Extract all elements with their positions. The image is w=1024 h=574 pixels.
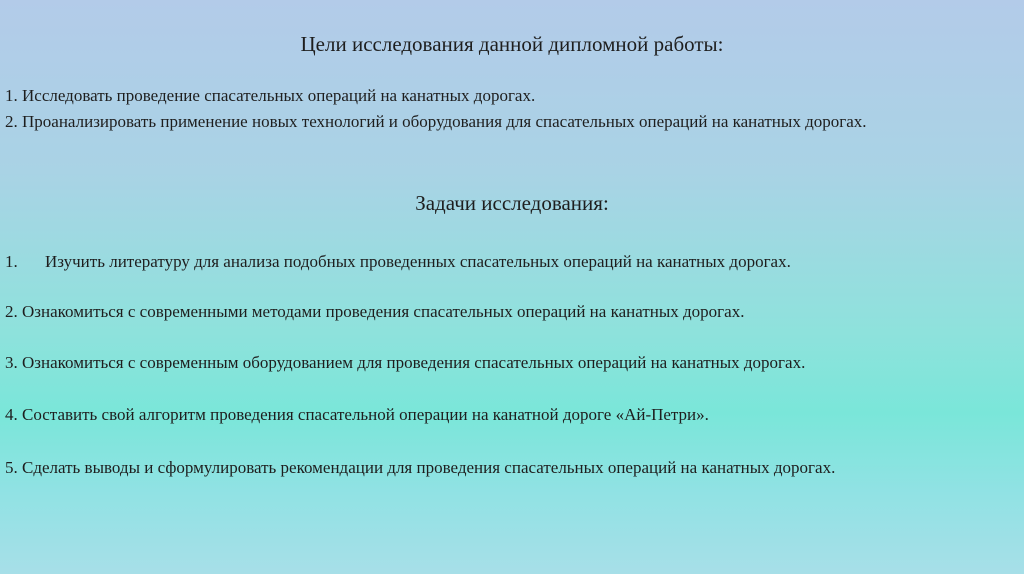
task-item-2: 2. Ознакомиться с современными методами проведения спасательных операций на канатных дорогах. [5, 302, 745, 321]
task-item-1-number: 1. [5, 252, 18, 271]
goals-title: Цели исследования данной дипломной работы: [300, 32, 724, 56]
task-item-1-text: Изучить литературу для анализа подобных проведенных спасательных операций на канатных дорогах. [45, 252, 791, 271]
task-item-1 [5, 250, 1015, 273]
goal-item-1: 1. Исследовать проведение спасательных операций на канатных дорогах. [5, 86, 536, 105]
task-item-4: 4. Составить свой алгоритм проведения спасательной операции на канатной дороге «Ай-Петри». [5, 405, 709, 424]
task-item-3: 3. Ознакомиться с современным оборудованием для проведения спасательных операций на канатных дорогах. [5, 353, 806, 372]
task-item-5: 5. Сделать выводы и сформулировать рекомендации для проведения спасательных операций на канатных дорогах. [5, 458, 836, 477]
tasks-title: Задачи исследования: [415, 191, 609, 215]
goal-item-2: 2. Проанализировать применение новых технологий и оборудования для спасательных операций на канатных дорогах. [5, 112, 867, 131]
